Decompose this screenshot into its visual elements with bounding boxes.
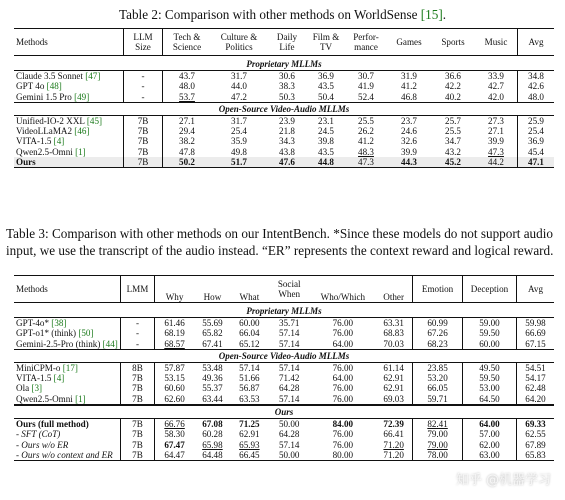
citation-link[interactable]: [38] [49, 318, 67, 328]
score-cell: 71.20 [383, 449, 404, 460]
table-row [14, 318, 554, 329]
header-lmm: LMM [120, 276, 154, 303]
score-cell: 57.00 [462, 429, 516, 439]
header-games: Games [396, 36, 422, 47]
model-size: 7B [124, 136, 163, 146]
header-how: How [203, 291, 222, 302]
score-cell: 67.15 [517, 339, 555, 350]
score-cell: 47.2 [231, 91, 247, 102]
score-cell: 38.3 [279, 81, 295, 92]
model-size: 7B [120, 440, 154, 450]
method-name: Ours (full method) [14, 419, 120, 430]
score-cell: 76.00 [332, 383, 354, 394]
score-cell: 62.55 [517, 429, 555, 439]
score-cell: 70.03 [383, 338, 404, 349]
score-cell: 31.7 [211, 71, 267, 82]
score-cell: 50.00 [278, 449, 300, 460]
worldsense-table [14, 28, 554, 168]
score-cell: 79.00 [413, 440, 463, 450]
model-size: - [120, 318, 154, 329]
score-cell: 47.6 [267, 157, 307, 168]
table-row [14, 373, 554, 383]
score-cell: 48.0 [163, 81, 212, 91]
table-row [14, 394, 554, 405]
score-cell: 64.28 [278, 429, 300, 440]
score-cell: 23.7 [387, 115, 431, 126]
section-header-row [14, 303, 554, 318]
table-row [14, 450, 554, 461]
score-cell: 76.00 [311, 318, 376, 329]
model-size: 7B [120, 394, 154, 405]
score-cell: 71.20 [383, 439, 404, 450]
score-cell: 50.00 [268, 419, 311, 430]
score-cell: 43.7 [163, 71, 212, 82]
method-name: - Ours w/o context and ER [16, 449, 113, 460]
method-name: Unified-IO-2 XXL [45] [14, 115, 124, 126]
model-size: 7B [124, 126, 163, 136]
section-title: Open-Source Video-Audio MLLMs [14, 102, 554, 115]
score-cell: 21.8 [279, 126, 295, 137]
score-cell: 34.8 [518, 71, 555, 82]
score-cell: 57.14 [278, 439, 300, 450]
table-row [14, 71, 554, 82]
score-cell: 47.3 [488, 146, 504, 157]
score-cell: 79.00 [413, 429, 463, 439]
score-cell: 44.3 [387, 157, 431, 168]
score-cell: 53.00 [462, 383, 516, 393]
citation-link[interactable]: [47] [82, 71, 101, 81]
table3-caption: Table 3: Comparison with other methods on our IntentBench. *Since these models do not support audio input, we use the transcript of the audio instead. “ER” represents the context reward and logical reward. [6, 226, 554, 258]
score-cell: 35.9 [231, 136, 247, 147]
score-cell: 57.14 [278, 393, 300, 404]
score-cell: 67.26 [413, 328, 463, 338]
model-size: 7B [120, 429, 154, 439]
citation-link[interactable]: [44] [100, 338, 118, 349]
score-cell: 23.85 [413, 362, 463, 373]
header-avg: Avg [517, 276, 555, 303]
model-size: 7B [124, 147, 163, 157]
citation-link[interactable]: [50] [76, 328, 94, 339]
score-cell: 27.1 [488, 126, 504, 137]
score-cell: 69.03 [383, 393, 404, 404]
score-cell: 49.50 [462, 362, 516, 373]
table-row [14, 383, 554, 393]
score-cell: 64.00 [332, 373, 354, 384]
model-size: 7B [120, 383, 154, 393]
score-cell: 39.8 [318, 136, 334, 147]
table-row [14, 92, 554, 103]
score-cell: 26.2 [358, 126, 374, 137]
score-cell: 59.00 [462, 318, 516, 329]
score-cell: 60.99 [413, 318, 463, 329]
score-cell: 64.50 [462, 394, 516, 405]
score-cell: 54.17 [517, 373, 555, 383]
score-cell: 60.28 [202, 429, 223, 440]
score-cell: 50.3 [279, 91, 295, 102]
score-cell: 66.05 [413, 383, 463, 393]
header-emotion: Emotion [413, 276, 463, 303]
score-cell: 59.98 [517, 318, 555, 329]
score-cell: 65.82 [202, 328, 223, 339]
score-cell: 64.00 [462, 419, 516, 430]
score-cell: 71.25 [231, 419, 268, 430]
table-row [14, 440, 554, 450]
table-row [14, 81, 554, 91]
citation-link[interactable]: [4] [51, 373, 65, 384]
section-header-row [14, 102, 554, 115]
section-header-row [14, 405, 554, 419]
score-cell: 42.2 [445, 81, 461, 92]
table2-caption: Table 2: Comparison with other methods on WorldSense [15]. [118, 7, 447, 22]
model-size: - [124, 71, 163, 82]
score-cell: 44.2 [475, 157, 518, 168]
score-cell: 76.00 [332, 328, 354, 339]
table-row [14, 339, 554, 350]
score-cell: 36.9 [518, 136, 555, 146]
score-cell: 38.2 [163, 136, 212, 146]
score-cell: 42.7 [488, 81, 504, 92]
score-cell: 42.0 [488, 91, 504, 102]
score-cell: 48.3 [358, 146, 374, 157]
header-other: Other [383, 291, 404, 302]
score-cell: 82.41 [413, 419, 463, 430]
header-daily-life: Daily Life [276, 31, 298, 52]
score-cell: 32.6 [401, 136, 417, 147]
score-cell: 62.91 [239, 429, 260, 440]
citation-link[interactable]: [49] [71, 91, 90, 102]
header-what: What [239, 291, 260, 302]
model-size: 7B [124, 157, 163, 168]
citation-link[interactable]: [1] [72, 146, 86, 157]
score-cell: 57.14 [231, 362, 268, 373]
score-cell: 61.46 [155, 318, 194, 329]
score-cell: 25.5 [445, 126, 461, 137]
score-cell: 64.48 [202, 449, 223, 460]
score-cell: 33.9 [475, 71, 518, 82]
score-cell: 40.2 [445, 91, 461, 102]
score-cell: 64.20 [517, 394, 555, 405]
score-cell: 78.00 [413, 450, 463, 461]
table-row [14, 328, 554, 338]
score-cell: 27.1 [163, 115, 212, 126]
score-cell: 66.45 [239, 449, 260, 460]
score-cell: 84.00 [311, 419, 376, 430]
score-cell: 63.53 [239, 393, 260, 404]
model-size: - [120, 339, 154, 350]
section-header-row [14, 56, 554, 71]
score-cell: 67.41 [202, 338, 223, 349]
score-cell: 65.98 [202, 439, 223, 450]
header-sports: Sports [441, 36, 465, 47]
watermark: 知乎 @机器学习 [455, 473, 551, 488]
method-name: Gemini-2.5-Pro (think) [44] [16, 338, 118, 349]
table-row [14, 147, 554, 157]
model-size: 8B [120, 362, 154, 373]
section-title: Ours [14, 405, 554, 419]
score-cell: 57.14 [278, 338, 300, 349]
method-name: GPT-4o* [38] [14, 318, 120, 329]
header-avg: Avg [518, 29, 555, 56]
score-cell: 62.00 [462, 440, 516, 450]
score-cell: 24.5 [318, 126, 334, 137]
score-cell: 52.4 [358, 91, 374, 102]
header-why: Why [155, 276, 194, 303]
score-cell: 57.14 [268, 362, 311, 373]
score-cell: 43.5 [318, 81, 334, 92]
score-cell: 31.9 [387, 71, 431, 82]
score-cell: 42.6 [518, 81, 555, 91]
score-cell: 43.8 [279, 146, 295, 157]
score-cell: 63.00 [462, 450, 516, 461]
score-cell: 60.00 [462, 339, 516, 350]
score-cell: 27.3 [475, 115, 518, 126]
score-cell: 59.50 [462, 373, 516, 383]
score-cell: 25.5 [345, 115, 387, 126]
score-cell: 43.5 [318, 146, 334, 157]
score-cell: 29.4 [163, 126, 212, 136]
score-cell: 72.39 [375, 419, 412, 430]
header-performance: Perfor-mance [353, 31, 379, 52]
score-cell: 63.44 [202, 393, 223, 404]
score-cell: 24.6 [401, 126, 417, 137]
score-cell: 34.3 [279, 136, 295, 147]
method-name: VITA-1.5 [4] [16, 373, 65, 384]
citation-link[interactable]: [4] [51, 136, 65, 147]
score-cell: 46.8 [401, 91, 417, 102]
score-cell: 65.93 [239, 439, 260, 450]
score-cell: 30.7 [345, 71, 387, 82]
score-cell: 66.41 [383, 429, 404, 440]
score-cell: 59.50 [462, 328, 516, 338]
method-name: - Ours w/o ER [16, 439, 69, 450]
score-cell: 25.4 [231, 126, 247, 137]
score-cell: 45.4 [518, 147, 555, 157]
table-row [14, 115, 554, 126]
score-cell: 76.00 [311, 362, 376, 373]
method-name: - SFT (CoT) [16, 429, 61, 440]
model-size: 7B [120, 373, 154, 383]
header-culture-politics: Culture & Politics [220, 31, 258, 52]
section-title: Proprietary MLLMs [246, 305, 322, 316]
citation-link[interactable]: [48] [44, 81, 62, 92]
score-cell: 67.08 [194, 419, 231, 430]
citation-link[interactable]: [17] [60, 362, 78, 373]
score-cell: 44.0 [231, 81, 247, 92]
model-size: 7B [124, 115, 163, 126]
score-cell: 76.00 [332, 439, 354, 450]
score-cell: 49.36 [202, 373, 223, 384]
intentbench-table [14, 275, 554, 461]
score-cell: 76.00 [332, 429, 354, 440]
score-cell: 39.9 [488, 136, 504, 147]
table-row [14, 429, 554, 439]
score-cell: 47.3 [345, 157, 387, 168]
score-cell: 25.4 [518, 126, 555, 136]
header-deception: Deception [462, 276, 516, 303]
section-title: Open-Source Video-Audio MLLMs [14, 349, 554, 362]
score-cell: 67.47 [155, 440, 194, 450]
citation-link[interactable]: [3] [29, 383, 43, 394]
score-cell: 50.2 [163, 157, 212, 168]
score-cell: 55.69 [194, 318, 231, 329]
score-cell: 53.7 [163, 92, 212, 103]
score-cell: 59.71 [413, 394, 463, 405]
header-llm-size: LLM Size [124, 29, 163, 56]
header-tech-science: Tech & Science [163, 29, 212, 56]
method-name: VideoLLaMA2 [46] [16, 126, 90, 137]
score-cell: 68.57 [155, 339, 194, 350]
score-cell: 60.60 [155, 383, 194, 393]
citation-link[interactable]: [46] [72, 126, 90, 137]
table3-header-row [14, 276, 554, 303]
model-size: - [124, 81, 163, 91]
score-cell: 69.33 [517, 419, 555, 430]
method-name: Qwen2.5-Omni [1] [16, 393, 86, 404]
score-cell: 31.7 [211, 115, 267, 126]
score-cell: 36.6 [431, 71, 475, 82]
citation-link[interactable]: [1] [72, 393, 86, 404]
score-cell: 80.00 [332, 449, 354, 460]
score-cell: 34.7 [445, 136, 461, 147]
score-cell: 53.20 [413, 373, 463, 383]
score-cell: 66.76 [155, 419, 194, 430]
score-cell: 49.8 [231, 146, 247, 157]
section-header-row [14, 349, 554, 362]
score-cell: 68.83 [383, 328, 404, 339]
method-name: GPT 4o [48] [16, 81, 62, 92]
table-row [14, 126, 554, 136]
score-cell: 56.87 [239, 383, 260, 394]
model-size: - [124, 92, 163, 103]
score-cell: 67.89 [517, 440, 555, 450]
score-cell: 53.48 [194, 362, 231, 373]
score-cell: 51.66 [239, 373, 260, 384]
method-name: Qwen2.5-Omni [1] [16, 146, 86, 157]
score-cell: 54.51 [517, 362, 555, 373]
table-row [14, 362, 554, 373]
score-cell: 60.00 [231, 318, 268, 329]
score-cell: 68.23 [413, 339, 463, 350]
header-film-tv: Film & TV [312, 31, 340, 52]
score-cell: 51.7 [211, 157, 267, 168]
section-title: Proprietary MLLMs [246, 58, 322, 69]
score-cell: 41.2 [401, 81, 417, 92]
score-cell: 65.12 [239, 338, 260, 349]
method-name: Ola [3] [16, 383, 43, 394]
score-cell: 23.9 [267, 115, 307, 126]
score-cell: 44.8 [307, 157, 345, 168]
score-cell: 71.42 [278, 373, 300, 384]
score-cell: 62.48 [517, 383, 555, 393]
score-cell: 47.1 [518, 157, 555, 168]
score-cell: 64.28 [278, 383, 300, 394]
score-cell: 61.14 [375, 362, 412, 373]
method-name: MiniCPM-o [17] [14, 362, 120, 373]
score-cell: 45.2 [431, 157, 475, 168]
score-cell: 57.14 [278, 328, 300, 339]
score-cell: 41.2 [358, 136, 374, 147]
table-row [14, 136, 554, 146]
model-size: - [120, 328, 154, 338]
table2-header-row [14, 29, 554, 56]
header-methods: Methods [16, 283, 48, 294]
header-social-when: Social When [277, 278, 301, 299]
header-music: Music [484, 36, 508, 47]
header-methods: Methods [16, 36, 48, 47]
score-cell: 43.2 [445, 146, 461, 157]
score-cell: 76.00 [332, 393, 354, 404]
score-cell: 53.15 [155, 373, 194, 383]
score-cell: 23.1 [307, 115, 345, 126]
table-row [14, 157, 554, 168]
model-size: 7B [120, 419, 154, 430]
score-cell: 66.04 [239, 328, 260, 339]
method-name: GPT-o1* (think) [50] [16, 328, 94, 339]
score-cell: 58.30 [155, 429, 194, 439]
model-size: 7B [120, 450, 154, 461]
score-cell: 68.19 [155, 328, 194, 338]
method-name: Gemini 1.5 Pro [49] [16, 91, 90, 102]
score-cell: 64.47 [155, 450, 194, 461]
method-name: Claude 3.5 Sonnet [47] [14, 71, 124, 82]
score-cell: 48.0 [518, 92, 555, 103]
score-cell: 65.83 [517, 450, 555, 461]
method-name: VITA-1.5 [4] [16, 136, 65, 147]
score-cell: 25.9 [518, 115, 555, 126]
score-cell: 50.4 [318, 91, 334, 102]
score-cell: 25.7 [431, 115, 475, 126]
method-name: Ours [14, 157, 124, 168]
score-cell: 63.31 [375, 318, 412, 329]
score-cell: 62.91 [383, 373, 404, 384]
citation-link[interactable]: [45] [84, 115, 103, 126]
score-cell: 55.37 [202, 383, 223, 394]
score-cell: 66.69 [517, 328, 555, 338]
score-cell: 30.6 [267, 71, 307, 82]
score-cell: 64.00 [332, 338, 354, 349]
score-cell: 57.87 [155, 362, 194, 373]
score-cell: 35.71 [268, 318, 311, 329]
score-cell: 36.9 [307, 71, 345, 82]
score-cell: 62.60 [155, 394, 194, 405]
score-cell: 47.8 [163, 147, 212, 157]
score-cell: 62.91 [383, 383, 404, 394]
score-cell: 41.9 [358, 81, 374, 92]
header-who-which: Who/Which [320, 291, 366, 302]
score-cell: 39.9 [401, 146, 417, 157]
table-row [14, 419, 554, 430]
